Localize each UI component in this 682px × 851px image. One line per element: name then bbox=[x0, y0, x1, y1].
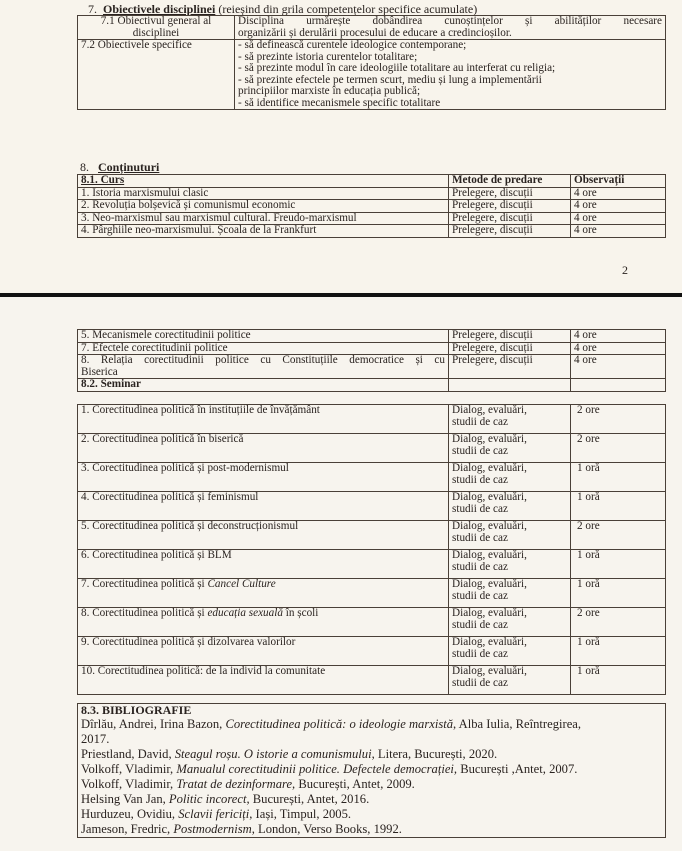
bibliography-header: 8.3. BIBLIOGRAFIE bbox=[81, 703, 192, 717]
section-number: 7. bbox=[88, 2, 97, 16]
table-row: 4. Pârghiile neo-marxismului. Școala de la Frankfurt Prelegere, discuții 4 ore bbox=[78, 225, 666, 238]
bibliography-entry: Priestland, David, Steagul roșu. O istorie a comunismului, Litera, București, 2020. bbox=[81, 747, 498, 761]
table-row bbox=[78, 434, 666, 463]
seminar-method: Dialog, evaluări, studii de caz bbox=[449, 405, 571, 434]
seminar-hours: 2 ore bbox=[571, 521, 666, 550]
objectives-table bbox=[77, 15, 666, 110]
seminar-hours: 1 oră bbox=[571, 492, 666, 521]
seminar-topic: 5. Corectitudinea politică și deconstrucționismul bbox=[78, 521, 449, 550]
section-subtitle: (reieșind din grila competențelor specifice acumulate) bbox=[218, 2, 478, 16]
bibliography-entry: Jameson, Fredric, Postmodernism, London, Verso Books, 1992. bbox=[81, 822, 402, 836]
seminar-hours: 1 oră bbox=[571, 579, 666, 608]
seminar-header-row bbox=[78, 379, 666, 392]
methods-header: Metode de predare bbox=[449, 175, 571, 188]
specific-objectives-list bbox=[235, 40, 666, 110]
bibliography-entry: Volkoff, Vladimir, Manualul corectitudinii politice. Defectele democrației, București ,Antet, 2007. bbox=[81, 762, 578, 776]
section-title: Obiectivele disciplinei bbox=[103, 2, 216, 16]
table-row: 8. Relația corectitudinii politice cu Constituțiile democratice și cu Biserica Prelegere, discuții 4 ore bbox=[78, 355, 666, 379]
seminar-table bbox=[77, 404, 666, 695]
seminar-hours: 2 ore bbox=[571, 608, 666, 637]
seminar-hours: 2 ore bbox=[571, 405, 666, 434]
seminar-hours: 1 oră bbox=[571, 637, 666, 666]
seminar-method: Dialog, evaluări, studii de caz bbox=[449, 550, 571, 579]
bibliography-entry: Helsing Van Jan, Politic incorect, București, Antet, 2016. bbox=[81, 792, 370, 806]
table-row: 5. Mecanismele corectitudinii politice Prelegere, discuții 4 ore bbox=[78, 330, 666, 343]
table-row: 3. Neo-marxismul sau marxismul cultural. Freudo-marxismul Prelegere, discuții 4 ore bbox=[78, 212, 666, 225]
table-row bbox=[78, 666, 666, 695]
table-row bbox=[78, 492, 666, 521]
table-row: 2. Revoluția bolșevică și comunismul economic Prelegere, discuții 4 ore bbox=[78, 200, 666, 213]
continued-table bbox=[77, 329, 666, 392]
bibliography-entry: Hurduzeu, Ovidiu, Sclavii fericiți, Iași, Timpul, 2005. bbox=[81, 807, 352, 821]
table-row: 1. Istoria marxismului clasic Prelegere, discuții 4 ore bbox=[78, 187, 666, 200]
course-table bbox=[77, 174, 666, 238]
table-row bbox=[78, 637, 666, 666]
seminar-header: 8.2. Seminar bbox=[78, 379, 449, 392]
list-item: - să prezinte efectele pe termen scurt, mediu și lung a implementării bbox=[238, 73, 542, 86]
list-item: - să definească curentele ideologice contemporane; bbox=[238, 39, 467, 51]
seminar-hours: 1 oră bbox=[571, 550, 666, 579]
seminar-topic: 10. Corectitudinea politică: de la individ la comunitate bbox=[78, 666, 449, 695]
page-bottom bbox=[0, 297, 682, 851]
bibliography-entry: 2017. bbox=[81, 732, 110, 746]
course-header: 8.1. Curs bbox=[78, 175, 449, 188]
table-row bbox=[78, 704, 666, 838]
list-item: - să identifice mecanismele specific totalitare bbox=[238, 96, 441, 109]
section-title: Conținuturi bbox=[98, 160, 160, 174]
seminar-method: Dialog, evaluări, studii de caz bbox=[449, 637, 571, 666]
section-8-heading bbox=[80, 160, 159, 174]
seminar-hours: 1 oră bbox=[571, 666, 666, 695]
seminar-method: Dialog, evaluări, studii de caz bbox=[449, 666, 571, 695]
bibliography-table bbox=[77, 703, 666, 838]
table-row: 7. Efectele corectitudinii politice Prelegere, discuții 4 ore bbox=[78, 342, 666, 355]
seminar-topic: 7. Corectitudinea politică și Cancel Culture bbox=[78, 579, 449, 608]
table-row bbox=[78, 521, 666, 550]
table-header-row bbox=[78, 175, 666, 188]
seminar-topic: 3. Corectitudinea politică și post-modernismul bbox=[78, 463, 449, 492]
table-row bbox=[78, 40, 666, 110]
table-row bbox=[78, 463, 666, 492]
seminar-method: Dialog, evaluări, studii de caz bbox=[449, 492, 571, 521]
seminar-topic: 1. Corectitudinea politică în instituțiile de învățământ bbox=[78, 405, 449, 434]
bibliography-section bbox=[78, 704, 666, 838]
table-row bbox=[78, 579, 666, 608]
seminar-method: Dialog, evaluări, studii de caz bbox=[449, 521, 571, 550]
seminar-method: Dialog, evaluări, studii de caz bbox=[449, 579, 571, 608]
seminar-hours: 1 oră bbox=[571, 463, 666, 492]
page-top bbox=[0, 0, 682, 292]
table-row bbox=[78, 16, 666, 40]
seminar-topic: 4. Corectitudinea politică și feminismul bbox=[78, 492, 449, 521]
seminar-topic: 2. Corectitudinea politică în biserică bbox=[78, 434, 449, 463]
list-item: - să prezinte modul în care ideologiile totalitare au interferat cu religia; bbox=[238, 62, 556, 74]
list-item: principiilor marxiste în educația publică; bbox=[238, 85, 421, 97]
seminar-topic: 8. Corectitudinea politică și educația sexuală în școli bbox=[78, 608, 449, 637]
bibliography-entry: Volkoff, Vladimir, Tratat de dezinformare, București, Antet, 2009. bbox=[81, 777, 415, 791]
section-7-heading bbox=[88, 2, 477, 16]
table-row bbox=[78, 608, 666, 637]
seminar-method: Dialog, evaluări, studii de caz bbox=[449, 434, 571, 463]
notes-header: Observații bbox=[571, 175, 666, 188]
table-row bbox=[78, 550, 666, 579]
seminar-method: Dialog, evaluări, studii de caz bbox=[449, 463, 571, 492]
seminar-hours: 2 ore bbox=[571, 434, 666, 463]
general-objective-label: 7.1 Obiectivul general al disciplinei bbox=[78, 16, 235, 40]
bibliography-entry: Dîrlău, Andrei, Irina Bazon, Corectitudinea politică: o ideologie marxistă, Alba Iulia, Reîntregirea, bbox=[81, 717, 582, 731]
specific-objectives-label: 7.2 Obiectivele specifice bbox=[78, 40, 235, 110]
table-row bbox=[78, 405, 666, 434]
list-item: - să prezinte istoria curentelor totalitare; bbox=[238, 50, 418, 63]
seminar-topic: 9. Corectitudinea politică și dizolvarea valorilor bbox=[78, 637, 449, 666]
general-objective-text: Disciplina urmărește dobândirea cunoștințelor și abilităților necesare organizării și derulării procesului de educare a credincioșilor. bbox=[235, 16, 666, 40]
section-number: 8. bbox=[80, 160, 89, 174]
seminar-topic: 6. Corectitudinea politică și BLM bbox=[78, 550, 449, 579]
seminar-method: Dialog, evaluări, studii de caz bbox=[449, 608, 571, 637]
page-number: 2 bbox=[622, 263, 628, 277]
